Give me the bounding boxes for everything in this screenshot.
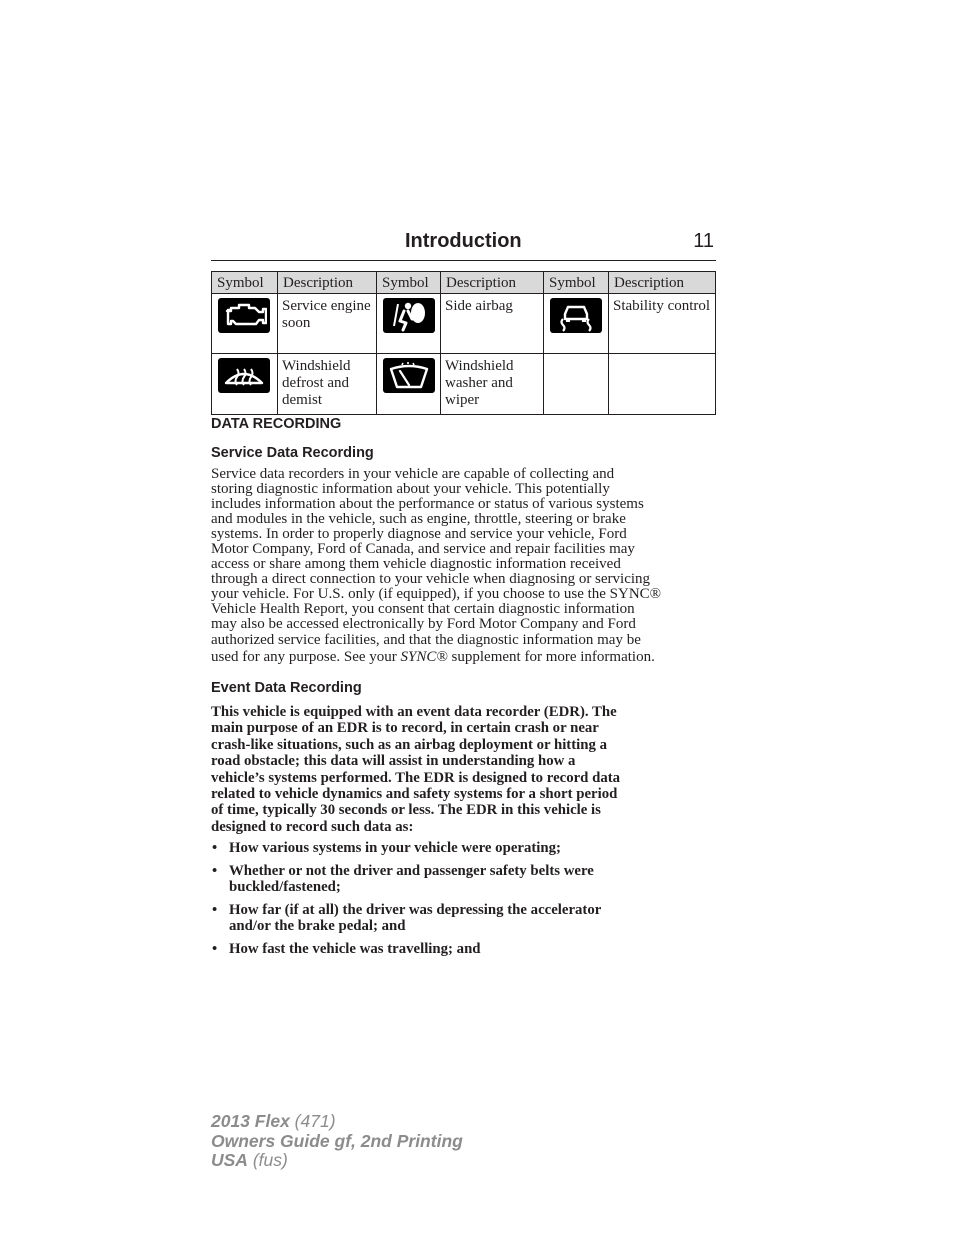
paragraph-line: Service data recorders in your vehicle are capable of collecting and [211,466,615,482]
description-cell: Service engine soon [278,294,377,354]
list-item-line: and/or the brake pedal; and [229,918,406,935]
bullet-icon: • [212,902,218,918]
paragraph-line [211,648,721,667]
list-item-line: Whether or not the driver and passenger safety belts were [229,862,594,879]
paragraph-line: of time, typically 30 seconds or less. The EDR in this vehicle is [211,802,601,819]
table-header-row [212,272,716,294]
list-item-line: buckled/fastened; [229,879,341,896]
bullet-icon: • [212,840,218,856]
description-cell: Windshield defrost and demist [278,354,377,415]
bullet-icon: • [212,941,218,958]
list-item-line: How far (if at all) the driver was depressing the accelerator [229,902,602,918]
subsection-heading: Service Data Recording [211,445,374,461]
footer-model: 2013 Flex [211,1111,290,1131]
windshield-defrost-icon [218,358,270,393]
section-title: Introduction [405,230,522,252]
paragraph-line: crash-like situations, such as an airbag deployment or hitting a [211,736,607,753]
paragraph-line: through a direct connection to your vehicle when diagnosing or servicing [211,571,651,588]
column-header: Description [609,272,716,294]
symbol-cell [212,294,278,354]
edr-data-list [211,840,721,964]
table-row [212,354,716,415]
page-footer [211,1112,463,1171]
subsection-heading: Event Data Recording [211,680,362,696]
list-item [211,902,721,935]
list-item [211,840,721,856]
symbol-cell [212,354,278,415]
table-row [212,294,716,354]
paragraph-line: Motor Company, Ford of Canada, and service and repair facilities may [211,541,635,558]
footer-line [211,1151,463,1171]
paragraph-line: may also be accessed electronically by Ford Motor Company and Ford [211,616,636,633]
paragraph-line: your vehicle. For U.S. only (if equipped), if you choose to use the SYNC® [211,586,662,603]
list-item [211,863,721,896]
event-data-paragraph [211,704,721,835]
footer-market: USA [211,1150,248,1170]
description-cell: Side airbag [441,294,544,354]
column-header: Description [278,272,377,294]
engine-icon [218,298,270,333]
side-airbag-icon [383,298,435,333]
list-item-line: How various systems in your vehicle were operating; [229,840,561,856]
paragraph-line: road obstacle; this data will assist in understanding how a [211,753,576,770]
sync-reference: SYNC® [400,648,448,665]
windshield-washer-icon [383,358,435,393]
paragraph-line: related to vehicle dynamics and safety systems for a short period [211,786,618,803]
section-heading: DATA RECORDING [211,416,342,432]
service-data-paragraph [211,467,721,667]
stability-control-icon [550,298,602,333]
paragraph-line: storing diagnostic information about your vehicle. This potentially [211,481,610,498]
footer-market-code: (fus) [247,1150,288,1170]
column-header: Description [441,272,544,294]
symbol-cell [377,294,441,354]
description-cell: Stability control [609,294,716,354]
paragraph-line: This vehicle is equipped with an event data recorder (EDR). The [211,704,617,720]
list-item [211,941,721,957]
paragraph-line: main purpose of an EDR is to record, in certain crash or near [211,720,599,737]
page-number: 11 [693,230,714,252]
paragraph-line: authorized service facilities, and that the diagnostic information may be [211,631,641,648]
bullet-icon: • [212,862,218,879]
list-item-line: How fast the vehicle was travelling; and [229,941,481,958]
footer-guide: Owners Guide gf, 2nd Printing [211,1130,463,1151]
column-header: Symbol [212,272,278,294]
paragraph-line: vehicle’s systems performed. The EDR is designed to record data [211,769,621,786]
paragraph-line: Vehicle Health Report, you consent that certain diagnostic information [211,601,635,618]
column-header: Symbol [544,272,609,294]
description-cell: Windshield washer and wiper [441,354,544,415]
footer-line [211,1112,463,1132]
page-header [211,230,716,261]
paragraph-text: supplement for more information. [447,648,655,665]
footer-line [211,1132,463,1152]
symbol-cell [544,354,609,415]
paragraph-text: used for any purpose. See your [211,648,401,665]
footer-code: (471) [289,1111,336,1131]
paragraph-line: and modules in the vehicle, such as engine, throttle, steering or brake [211,511,626,528]
symbol-cell [544,294,609,354]
paragraph-line: systems. In order to properly diagnose and service your vehicle, Ford [211,526,627,543]
symbol-table [211,271,716,415]
paragraph-line: access or share among them vehicle diagnostic information received [211,556,621,573]
paragraph-line: includes information about the performance or status of various systems [211,496,644,513]
description-cell [609,354,716,415]
symbol-cell [377,354,441,415]
column-header: Symbol [377,272,441,294]
paragraph-line: designed to record such data as: [211,818,414,835]
